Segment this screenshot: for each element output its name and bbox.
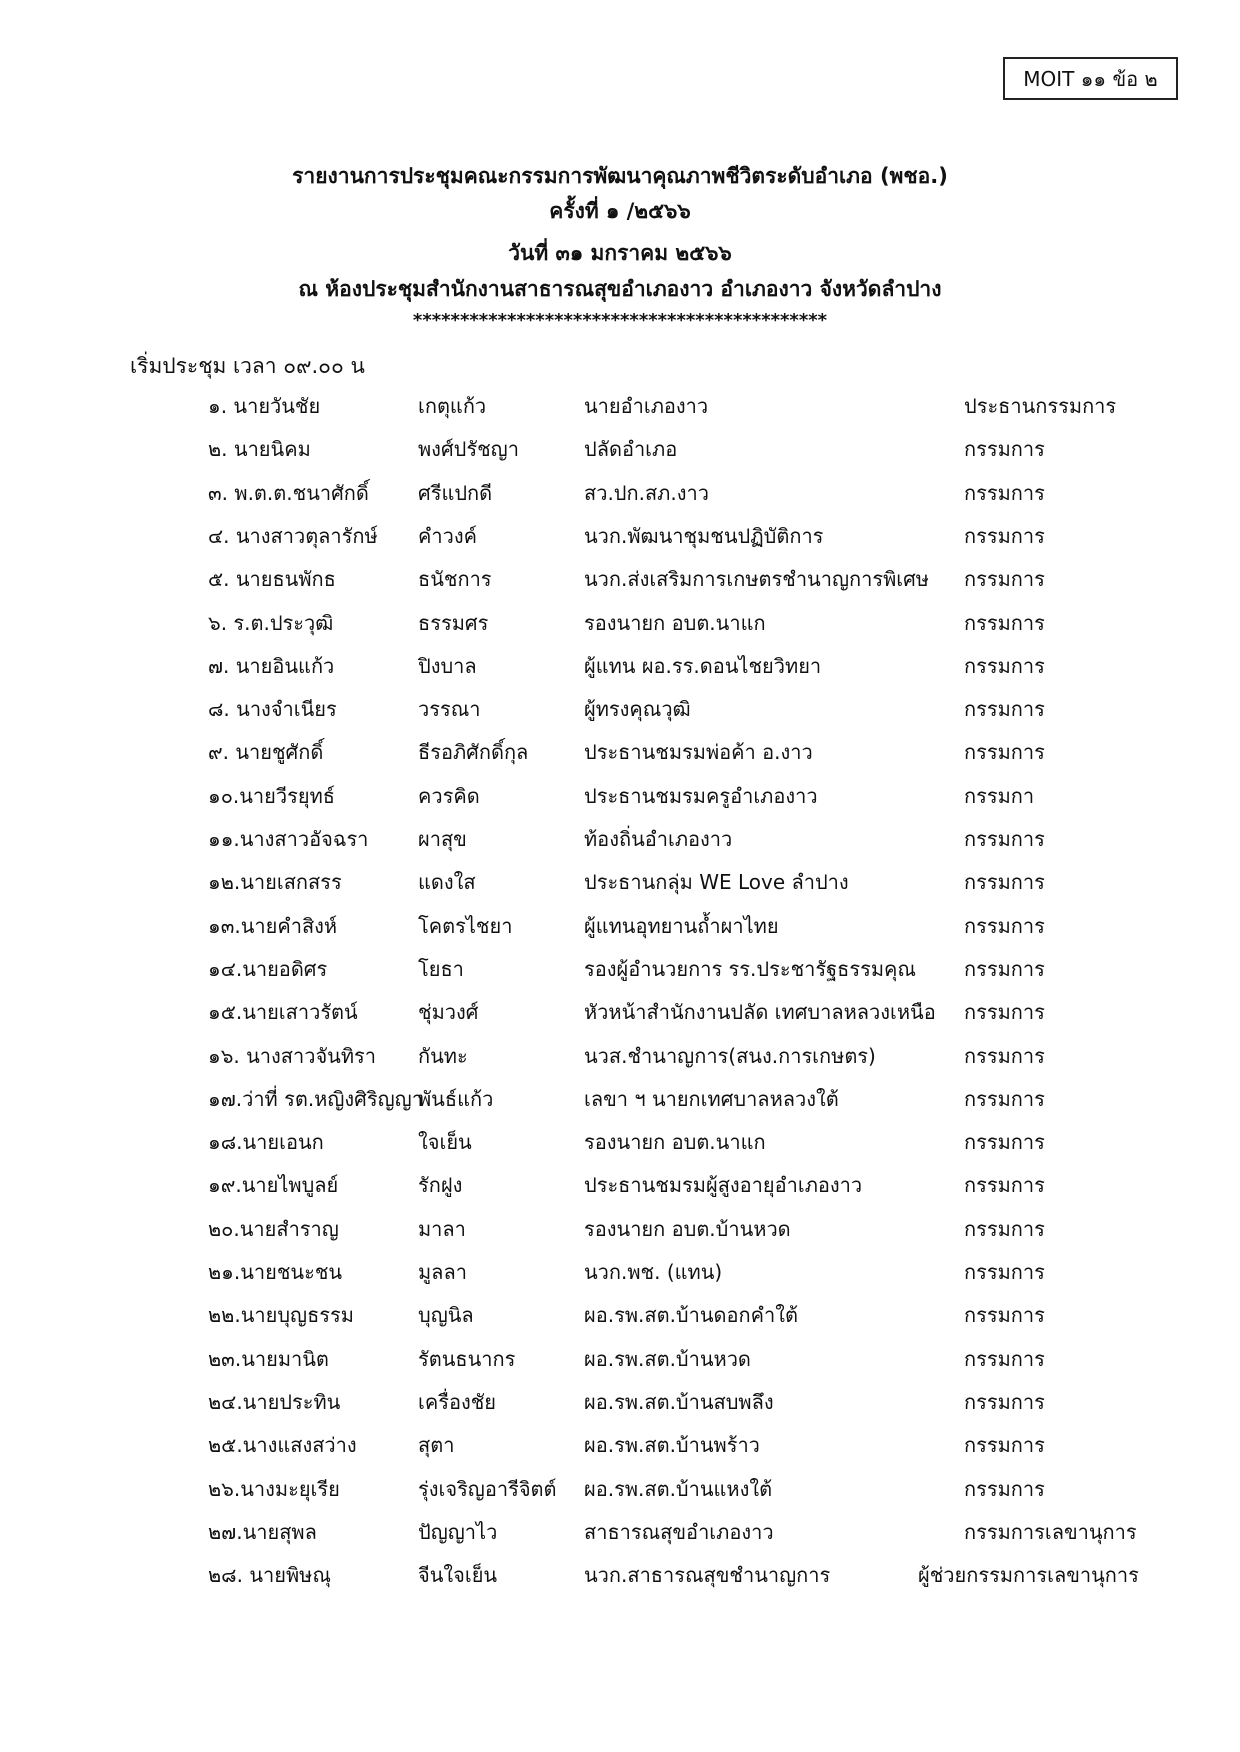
attendee-position: นวก.ส่งเสริมการเกษตรชำนาญการพิเศษ	[584, 567, 929, 592]
attendee-surname: เครื่องชัย	[418, 1389, 497, 1414]
attendee-surname: ผาสุข	[418, 827, 467, 851]
attendee-row	[0, 1508, 1240, 1551]
attendee-role: กรรมการ	[964, 1173, 1045, 1198]
attendee-row	[0, 555, 1240, 598]
attendee-position: นวก.พัฒนาชุมชนปฏิบัติการ	[584, 523, 824, 548]
attendee-name: ๒๐.นายสำราญ	[208, 1216, 339, 1241]
attendee-row	[0, 858, 1240, 901]
attendee-role: กรรมการ	[964, 1216, 1045, 1241]
attendee-name: ๑๑.นางสาวอัจฉรา	[208, 827, 369, 851]
attendee-surname: ใจเย็น	[418, 1130, 472, 1155]
attendee-name: ๒๒.นายบุญธรรม	[208, 1303, 354, 1328]
attendee-row	[0, 685, 1240, 728]
attendee-role: กรรมการ	[964, 1476, 1045, 1501]
attendee-name: ๒. นายนิคม	[208, 437, 311, 462]
attendee-role: ผู้ช่วยกรรมการเลขานุการ	[918, 1563, 1139, 1588]
attendee-surname: บุญนิล	[418, 1303, 474, 1328]
attendee-name: ๒๘. นายพิษณุ	[208, 1563, 331, 1588]
attendee-role: กรรมการเลขานุการ	[964, 1519, 1137, 1544]
divider-asterisks: ********************************************	[412, 310, 828, 331]
attendee-row	[0, 1421, 1240, 1464]
attendee-row	[0, 945, 1240, 988]
attendee-role: กรรมการ	[964, 610, 1045, 635]
attendee-surname: รัตนธนากร	[418, 1346, 516, 1371]
meeting-venue: ณ ห้องประชุมสำนักงานสาธารณสุขอำเภองาว อำเภองาว จังหวัดลำปาง	[298, 277, 942, 301]
attendee-surname: รุ่งเจริญอารีจิตต์	[418, 1476, 557, 1501]
attendee-row	[0, 512, 1240, 555]
attendee-role: กรรมการ	[964, 870, 1045, 895]
attendee-role: กรรมการ	[964, 913, 1045, 938]
attendee-surname: ธรรมศร	[418, 610, 489, 635]
attendee-role: กรรมการ	[964, 740, 1045, 765]
attendee-name: ๑๗.ว่าที่ รต.หญิงศิริญญา	[208, 1086, 423, 1111]
attendee-surname: ปิงบาล	[418, 653, 477, 678]
attendee-role: กรรมการ	[964, 1086, 1045, 1111]
attendee-name: ๑๕.นายเสาวรัตน์	[208, 1000, 358, 1025]
attendee-role: กรรมการ	[964, 437, 1045, 462]
session-number: ครั้งที่ ๑ /๒๕๖๖	[549, 199, 691, 223]
attendee-row	[0, 425, 1240, 468]
attendee-surname: ธนัชการ	[418, 567, 492, 592]
attendee-role: กรรมการ	[964, 1346, 1045, 1371]
attendee-position: หัวหน้าสำนักงานปลัด เทศบาลหลวงเหนือ	[584, 1000, 936, 1025]
attendee-position: ปลัดอำเภอ	[584, 437, 678, 462]
attendee-position: รองนายก อบต.บ้านหวด	[584, 1216, 791, 1241]
attendee-surname: ธีรอภิศักดิ์กุล	[418, 740, 529, 765]
attendee-surname: รักฝูง	[418, 1173, 463, 1198]
attendee-surname: คำวงค์	[418, 523, 477, 548]
attendee-role: กรรมการ	[964, 1043, 1045, 1068]
attendee-role: กรรมการ	[964, 523, 1045, 548]
attendee-role: กรรมการ	[964, 480, 1045, 505]
attendee-name: ๗. นายอินแก้ว	[208, 653, 335, 678]
attendee-role: กรรมการ	[964, 956, 1045, 981]
attendee-row	[0, 1248, 1240, 1291]
attendee-name: ๒๑.นายชนะชน	[208, 1260, 343, 1284]
attendee-role: ประธานกรรมการ	[964, 394, 1117, 418]
attendee-row	[0, 728, 1240, 771]
attendee-name: ๓. พ.ต.ต.ชนาศักดิ์	[208, 480, 369, 505]
start-time: เริ่มประชุม เวลา ๐๙.๐๐ น	[130, 354, 365, 378]
attendee-row	[0, 642, 1240, 685]
attendee-position: ประธานชมรมผู้สูงอายุอำเภองาว	[584, 1173, 863, 1198]
attendee-position: นวส.ชำนาญการ(สนง.การเกษตร)	[584, 1043, 876, 1068]
attendee-row	[0, 382, 1240, 425]
attendee-surname: ศรีแปกดี	[418, 480, 493, 505]
attendee-position: ผอ.รพ.สต.บ้านหวด	[584, 1346, 751, 1371]
attendee-name: ๑๘.นายเอนก	[208, 1130, 324, 1155]
attendee-row	[0, 902, 1240, 945]
attendee-name: ๖. ร.ต.ประวุฒิ	[208, 610, 334, 635]
attendee-row	[0, 1075, 1240, 1118]
attendee-name: ๒๖.นางมะยุเรีย	[208, 1476, 340, 1501]
attendee-row	[0, 988, 1240, 1031]
attendee-name: ๑๐.นายวีรยุทธ์	[208, 783, 335, 808]
document-code: MOIT ๑๑ ข้อ ๒	[1023, 66, 1158, 91]
attendee-surname: มาลา	[418, 1216, 466, 1241]
attendee-surname: ชุ่มวงศ์	[418, 1000, 479, 1025]
attendee-role: กรรมการ	[964, 1433, 1045, 1458]
attendee-row	[0, 1335, 1240, 1378]
attendee-role: กรรมการ	[964, 1130, 1045, 1155]
attendee-row	[0, 815, 1240, 858]
attendee-role: กรรมการ	[964, 697, 1045, 722]
attendee-row	[0, 1118, 1240, 1161]
attendee-role: กรรมการ	[964, 567, 1045, 592]
attendee-position: รองผู้อำนวยการ รร.ประชารัฐธรรมคุณ	[584, 956, 916, 981]
attendee-row	[0, 599, 1240, 642]
attendee-name: ๒๔.นายประทิน	[208, 1389, 341, 1414]
report-title: รายงานการประชุมคณะกรรมการพัฒนาคุณภาพชีวิตระดับอำเภอ (พชอ.)	[292, 164, 948, 188]
attendee-name: ๒๗.นายสุพล	[208, 1519, 317, 1544]
attendee-position: ประธานชมรมพ่อค้า อ.งาว	[584, 740, 813, 765]
attendee-position: ผู้แทน ผอ.รร.ดอนไชยวิทยา	[584, 653, 822, 678]
attendee-position: ท้องถิ่นอำเภองาว	[584, 827, 733, 851]
attendee-position: ผอ.รพ.สต.บ้านแหงใต้	[584, 1476, 773, 1501]
attendee-position: ผู้แทนอุทยานถ้ำผาไทย	[584, 913, 779, 938]
attendee-role: กรรมการ	[964, 1260, 1045, 1284]
attendee-role: กรรมการ	[964, 1389, 1045, 1414]
attendee-name: ๑๔.นายอดิศร	[208, 956, 328, 981]
attendee-role: กรรมการ	[964, 653, 1045, 678]
attendee-name: ๔. นางสาวตุลารักษ์	[208, 523, 378, 548]
attendee-surname: มูลลา	[418, 1260, 467, 1284]
attendee-row	[0, 1465, 1240, 1508]
attendee-position: เลขา ฯ นายกเทศบาลหลวงใต้	[584, 1086, 839, 1111]
attendee-name: ๑๖. นางสาวจันทิรา	[208, 1043, 376, 1068]
attendee-surname: โยธา	[418, 956, 464, 981]
attendee-position: สว.ปก.สภ.งาว	[584, 480, 709, 505]
attendee-position: นวก.พช. (แทน)	[584, 1260, 723, 1284]
attendee-surname: พันธ์แก้ว	[418, 1086, 494, 1111]
attendee-name: ๒๓.นายมานิต	[208, 1346, 329, 1371]
attendee-surname: พงศ์ปรัชญา	[418, 437, 519, 462]
attendee-position: ผอ.รพ.สต.บ้านดอกคำใต้	[584, 1303, 798, 1328]
attendee-position: รองนายก อบต.นาแก	[584, 610, 766, 635]
attendee-row	[0, 1551, 1240, 1594]
attendee-surname: แดงใส	[418, 870, 476, 895]
attendee-position: ประธานชมรมครูอำเภองาว	[584, 783, 818, 808]
attendee-name: ๘. นางจำเนียร	[208, 697, 337, 722]
attendee-row	[0, 1032, 1240, 1075]
attendee-surname: ควรคิด	[418, 783, 480, 808]
attendee-role: กรรมกา	[964, 783, 1035, 808]
attendee-role: กรรมการ	[964, 827, 1045, 851]
attendee-surname: กันทะ	[418, 1043, 468, 1068]
attendee-name: ๙. นายชูศักดิ์	[208, 740, 324, 765]
meeting-date: วันที่ ๓๑ มกราคม ๒๕๖๖	[508, 241, 732, 265]
document-code-box	[1003, 57, 1178, 100]
attendee-row	[0, 469, 1240, 512]
attendee-role: กรรมการ	[964, 1303, 1045, 1328]
attendee-position: ผอ.รพ.สต.บ้านสบพลึง	[584, 1389, 774, 1414]
attendee-position: รองนายก อบต.นาแก	[584, 1130, 766, 1155]
attendee-row	[0, 772, 1240, 815]
attendee-surname: จีนใจเย็น	[418, 1563, 498, 1588]
attendee-name: ๑. นายวันชัย	[208, 394, 321, 418]
attendee-role: กรรมการ	[964, 1000, 1045, 1025]
attendee-surname: สุตา	[418, 1433, 455, 1458]
attendee-surname: วรรณา	[418, 697, 481, 722]
attendee-position: สาธารณสุขอำเภองาว	[584, 1519, 774, 1544]
attendee-row	[0, 1161, 1240, 1204]
attendee-position: นายอำเภองาว	[584, 394, 709, 418]
attendee-name: ๒๕.นางแสงสว่าง	[208, 1433, 357, 1458]
attendee-row	[0, 1205, 1240, 1248]
attendee-surname: เกตุแก้ว	[418, 394, 487, 418]
attendee-name: ๑๒.นายเสกสรร	[208, 870, 342, 895]
attendee-row	[0, 1378, 1240, 1421]
attendee-surname: โคตรไชยา	[418, 913, 513, 938]
attendee-position: ผู้ทรงคุณวุฒิ	[584, 697, 691, 722]
attendee-row	[0, 1291, 1240, 1334]
attendee-name: ๑๓.นายคำสิงห์	[208, 913, 338, 938]
attendee-name: ๕. นายธนพักธ	[208, 567, 336, 592]
attendee-position: นวก.สาธารณสุขชำนาญการ	[584, 1563, 831, 1588]
attendee-name: ๑๙.นายไพบูลย์	[208, 1173, 339, 1198]
attendee-position: ประธานกลุ่ม WE Love ลำปาง	[584, 870, 849, 895]
attendee-surname: ปัญญาไว	[418, 1519, 498, 1544]
attendee-position: ผอ.รพ.สต.บ้านพร้าว	[584, 1433, 760, 1458]
